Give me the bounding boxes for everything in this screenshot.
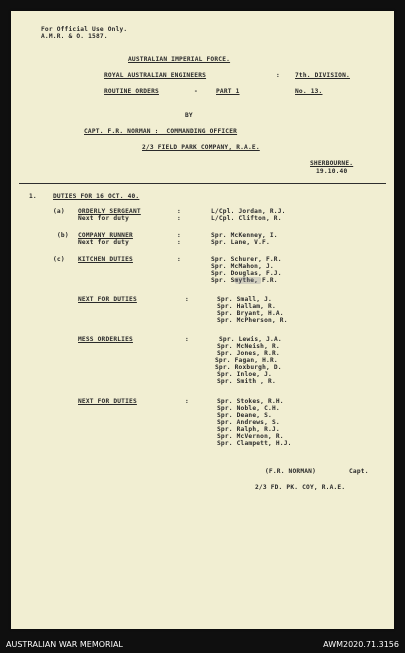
location: SHERBOURNE.	[310, 160, 354, 167]
duty-colon: :	[177, 208, 181, 215]
group-name: Spr. Lewis, J.A.	[219, 336, 282, 343]
duty-name: Spr. Smythe, F.R.	[211, 277, 278, 284]
duty-colon: :	[177, 215, 181, 222]
group-title: MESS ORDERLIES	[78, 336, 133, 343]
unit-separator: :	[276, 72, 280, 79]
group-name: Spr. McVernon, R.	[217, 433, 284, 440]
group-name: Spr. Fagan, H.R.	[215, 357, 278, 364]
group-colon: :	[185, 398, 189, 405]
duty-letter: (a)	[53, 208, 65, 215]
duty-name: Spr. Douglas, F.J.	[211, 270, 282, 277]
duty-colon: :	[177, 239, 181, 246]
orders-heading: ROUTINE ORDERS	[104, 88, 159, 95]
orders-number: No. 13.	[295, 88, 323, 95]
group-name: Spr. Clampett, H.J.	[217, 440, 292, 447]
group-name: Spr. McNeish, R.	[217, 343, 280, 350]
ink-smudge	[235, 277, 261, 284]
duty-name: Spr. Lane, V.F.	[211, 239, 270, 246]
duty-role: Next for duty	[78, 215, 130, 222]
document-page	[11, 11, 394, 629]
duty-name: Spr. Schurer, F.R.	[211, 256, 282, 263]
duty-name: L/Cpl. Jordan, R.J.	[211, 208, 286, 215]
group-title: NEXT FOR DUTIES	[78, 296, 137, 303]
source-credit: AUSTRALIAN WAR MEMORIAL	[6, 640, 123, 649]
group-colon: :	[185, 296, 189, 303]
group-name: Spr. Ralph, R.J.	[217, 426, 280, 433]
section-number: 1.	[29, 193, 37, 200]
duty-role: KITCHEN DUTIES	[78, 256, 133, 263]
duty-colon: :	[177, 256, 181, 263]
group-name: Spr. Hallam, R.	[217, 303, 276, 310]
duty-role: COMPANY RUNNER	[78, 232, 133, 239]
group-name: Spr. Noble, C.H.	[217, 405, 280, 412]
group-name: Spr. Small, J.	[217, 296, 272, 303]
unit-heading: ROYAL AUSTRALIAN ENGINEERS	[104, 72, 207, 79]
group-name: Spr. McPherson, R.	[217, 317, 288, 324]
caption-bar	[0, 637, 405, 653]
group-name: Spr. Stokes, R.H.	[217, 398, 284, 405]
duty-name: L/Cpl. Clifton, R.	[211, 215, 282, 222]
order-date: 19.10.40	[316, 168, 348, 175]
duty-letter: (c)	[53, 256, 65, 263]
orders-dash: -	[194, 88, 198, 95]
force-heading: AUSTRALIAN IMPERIAL FORCE.	[128, 56, 231, 63]
duty-role: ORDERLY SERGEANT	[78, 208, 141, 215]
group-colon: :	[185, 336, 189, 343]
group-name: Spr. Deane, S.	[217, 412, 272, 419]
duty-colon: :	[177, 232, 181, 239]
duty-letter: (b)	[57, 232, 69, 239]
accession-number: AWM2020.71.3156	[323, 640, 399, 649]
division-heading: 7th. DIVISION.	[295, 72, 350, 79]
horizontal-rule	[19, 183, 386, 184]
company-line: 2/3 FIELD PARK COMPANY, R.A.E.	[142, 144, 260, 151]
signature-name: (F.R. NORMAN)	[265, 468, 317, 475]
group-name: Spr. Jones, R.R.	[217, 350, 280, 357]
form-reference: A.M.R. & O. 1587.	[41, 33, 108, 40]
section-title: DUTIES FOR 16 OCT. 40.	[53, 193, 140, 200]
group-name: Spr. Bryant, H.A.	[217, 310, 284, 317]
group-name: Spr. Inloe, J.	[217, 371, 272, 378]
duty-name: Spr. McMahon, J.	[211, 263, 274, 270]
group-name: Spr. Smith , R.	[217, 378, 276, 385]
duty-name: Spr. McKenney, I.	[211, 232, 278, 239]
group-title: NEXT FOR DUTIES	[78, 398, 137, 405]
signature-rank: Capt.	[349, 468, 369, 475]
commanding-officer-line: CAPT. F.R. NORMAN : COMMANDING OFFICER	[84, 128, 238, 135]
by-line: BY	[185, 112, 193, 119]
group-name: Spr. Roxburgh, D.	[215, 364, 282, 371]
signature-unit: 2/3 FD. PK. COY, R.A.E.	[255, 484, 346, 491]
group-name: Spr. Andrews, S.	[217, 419, 280, 426]
orders-part: PART 1	[216, 88, 240, 95]
duty-role: Next for duty	[78, 239, 130, 246]
official-use-line: For Official Use Only.	[41, 26, 128, 33]
